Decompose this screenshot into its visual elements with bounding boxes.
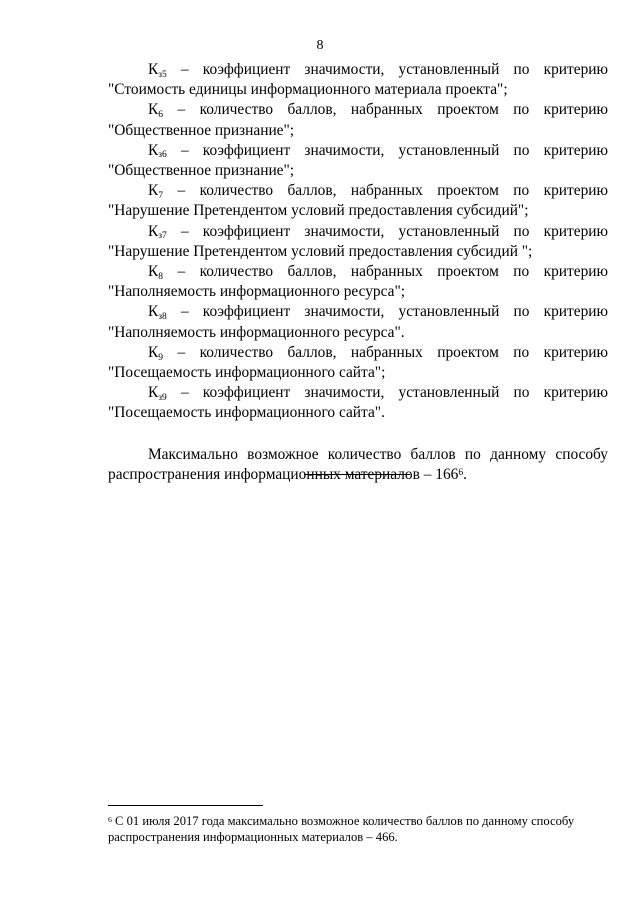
footnote <box>108 813 608 845</box>
coefficient-symbol: К <box>148 384 159 402</box>
footnote-text: С 01 июля 2017 года максимально возможное количество баллов по данному способу распространения информационных материалов – 466. <box>108 814 575 844</box>
coefficient-subscript: з5 <box>158 68 167 80</box>
coefficient-description: – количество баллов, набранных проектом по критерию "Нарушение Претендентом условий предоставления субсидий"; <box>108 182 608 220</box>
coefficient-subscript: з9 <box>158 391 167 403</box>
coefficient-symbol: К <box>148 101 159 119</box>
coefficient-subscript: з7 <box>158 230 167 242</box>
page-number: 8 <box>316 38 324 53</box>
coefficient-description: – коэффициент значимости, установленный по критерию "Стоимость единицы информационного материала проекта"; <box>108 61 608 99</box>
coefficient-item <box>108 222 608 262</box>
coefficient-subscript: з6 <box>158 149 167 161</box>
coefficient-subscript: 6 <box>158 109 164 121</box>
coefficient-subscript: 9 <box>158 351 164 363</box>
coefficient-description: – количество баллов, набранных проектом по критерию "Посещаемость информационного сайта"; <box>108 343 608 382</box>
footnote-marker: 6 <box>108 814 112 824</box>
footnote-separator <box>108 805 263 806</box>
coefficient-description: – коэффициент значимости, установленный по критерию "Нарушение Претендентом условий предоставления субсидий "; <box>108 222 608 260</box>
max-score-end: . <box>463 465 467 483</box>
coefficient-symbol: К <box>148 141 159 159</box>
coefficient-item <box>108 302 608 342</box>
coefficient-item <box>108 100 608 140</box>
coefficient-subscript: 8 <box>158 270 164 282</box>
coefficient-description: – коэффициент значимости, установленный по критерию "Наполняемость информационного ресурса". <box>108 303 608 341</box>
coefficient-description: – количество баллов, набранных проектом по критерию "Общественное признание"; <box>108 101 608 139</box>
max-score-paragraph <box>108 445 608 485</box>
coefficient-item <box>108 262 608 302</box>
coefficient-description: – коэффициент значимости, установленный по критерию "Общественное признание"; <box>108 141 608 180</box>
coefficient-item <box>108 181 608 221</box>
section-divider <box>304 474 410 475</box>
document-body <box>108 60 608 485</box>
coefficient-symbol: К <box>148 263 159 281</box>
coefficient-item <box>108 60 608 100</box>
coefficient-subscript: з8 <box>158 311 167 323</box>
coefficient-item <box>108 343 608 383</box>
coefficient-item <box>108 141 608 181</box>
coefficient-description: – количество баллов, набранных проектом по критерию "Наполняемость информационного ресурса"; <box>108 263 608 301</box>
coefficient-description: – коэффициент значимости, установленный по критерию "Посещаемость информационного сайта". <box>108 384 608 422</box>
coefficient-symbol: К <box>148 303 159 321</box>
coefficient-symbol: К <box>148 222 159 240</box>
footnote-reference: 6 <box>458 466 464 478</box>
coefficient-item <box>108 383 608 423</box>
coefficient-symbol: К <box>148 61 159 78</box>
max-score-text: Максимально возможное количество баллов по данному способу распространения информационных материалов – 166 <box>108 445 608 483</box>
coefficient-symbol: К <box>148 182 159 200</box>
coefficient-subscript: 7 <box>158 189 164 201</box>
coefficient-symbol: К <box>148 343 159 361</box>
